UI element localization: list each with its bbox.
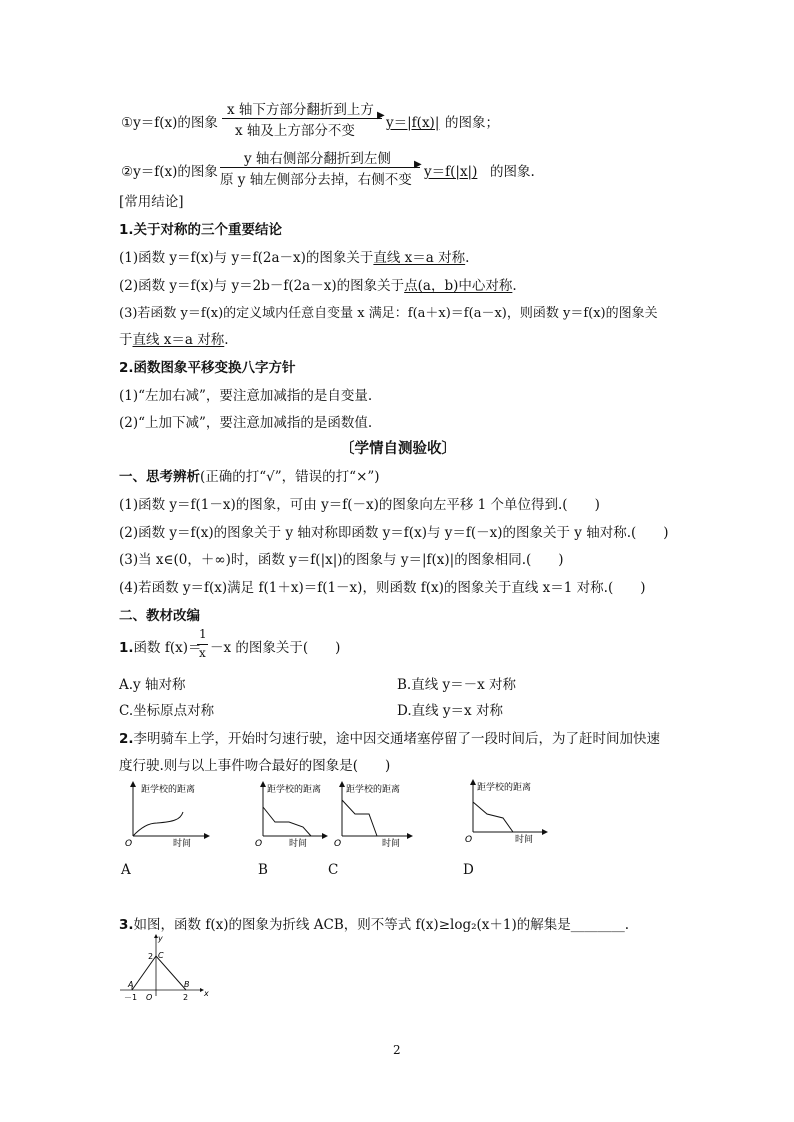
- graph-a-xlabel: 时间: [173, 839, 192, 849]
- exercise-1-number: 1.: [119, 640, 134, 656]
- graph-c-xlabel: 时间: [382, 839, 401, 849]
- conclusion-1: [119, 246, 469, 266]
- judge-question-3: (3)当 x∈(0，＋∞)时，函数 y＝f(|x|)的图象与 y＝|f(x)|的图象相同.( ): [119, 552, 564, 568]
- self-test-banner: [340, 437, 456, 458]
- graph-label-c: C: [328, 862, 339, 878]
- graph-d-line: [473, 802, 513, 832]
- conclusion-2-answer: 点(a，b)中心对称: [404, 278, 513, 294]
- conclusion-2-end: .: [512, 278, 517, 294]
- graph-b: [255, 783, 325, 849]
- exercise-3-number: 3.: [119, 917, 134, 933]
- option-c: C.坐标原点对称: [119, 703, 215, 719]
- graph-label-d: D: [463, 862, 474, 878]
- fraction-denominator: x: [199, 646, 206, 660]
- graph-d-ylabel: 距学校的距离: [477, 783, 532, 793]
- fig3-x-label: x: [204, 989, 209, 998]
- transform-2-suffix: 的图象.: [490, 164, 535, 180]
- transform-1-prefix: ①y＝f(x)的图象: [121, 115, 218, 131]
- graph-a: [125, 783, 207, 849]
- conclusion-2: [119, 274, 517, 294]
- graph-d-xlabel: 时间: [515, 835, 534, 845]
- fraction-bar: [197, 644, 208, 645]
- graph-label-b: B: [258, 862, 268, 878]
- graph-label-a: A: [121, 862, 131, 878]
- graph-b-xlabel: 时间: [289, 839, 308, 849]
- exercise-2-line-2: 度行驶.则与以上事件吻合最好的图象是( ): [119, 758, 391, 774]
- conclusion-3-end: .: [224, 332, 229, 348]
- graph-c-origin: O: [334, 839, 342, 849]
- conclusion-1-answer: 直线 x＝a 对称: [373, 250, 466, 266]
- graph-a-ylabel: 距学校的距离: [141, 785, 196, 795]
- transform-1-top: x 轴下方部分翻折到上方: [227, 102, 374, 118]
- part-1-heading: [119, 465, 380, 485]
- fraction-numerator: 1: [199, 627, 207, 641]
- fold-line-acb: [132, 956, 186, 990]
- graph-a-curve: [133, 812, 183, 836]
- principle-1: (1)“左加右减”，要注意加减指的是自变量.: [119, 388, 373, 404]
- graph-b-origin: O: [255, 839, 263, 849]
- exercise-2-line-1: [119, 727, 660, 747]
- transform-1-result: y＝|f(x)|: [386, 115, 440, 131]
- page-number: 2: [393, 1043, 401, 1057]
- fig3-origin: O: [146, 993, 153, 1002]
- option-d: D.直线 y＝x 对称: [397, 703, 503, 719]
- exercise-2-number: 2.: [119, 731, 134, 747]
- section-2-title: 2.函数图象平移变换八字方针: [119, 360, 296, 376]
- part-1-note: (正确的打“√”，错误的打“×”): [200, 469, 380, 485]
- fig3-point-c: C: [158, 951, 164, 960]
- exercise-1-text: 函数 f(x)＝: [133, 640, 202, 656]
- judge-question-1: (1)函数 y＝f(1－x)的图象，可由 y＝f(－x)的图象向左平移 1 个单位得到.( ): [119, 497, 600, 513]
- graph-c: [334, 783, 410, 849]
- fig3-y-label: y: [158, 934, 163, 943]
- graph-b-line: [263, 807, 311, 836]
- fig3-tick-neg1: －1: [124, 993, 138, 1002]
- part-1-title: 一、思考辨析: [119, 469, 200, 485]
- graph-b-ylabel: 距学校的距离: [267, 785, 322, 795]
- conclusion-2-text: (2)函数 y＝f(x)与 y＝2b－f(2a－x)的图象关于: [119, 278, 405, 294]
- transform-1-bottom: x 轴及上方部分不变: [235, 123, 355, 139]
- section-1-title: 1.关于对称的三个重要结论: [119, 222, 283, 238]
- conclusion-1-end: .: [465, 250, 470, 266]
- graph-c-ylabel: 距学校的距离: [346, 785, 401, 795]
- judge-question-4: (4)若函数 y＝f(x)满足 f(1＋x)＝f(1－x)，则函数 f(x)的图象关于直线 x＝1 对称.( ): [119, 580, 646, 596]
- conclusion-3-text: 于: [119, 332, 133, 348]
- judge-question-2: (2)函数 y＝f(x)的图象关于 y 轴对称即函数 y＝f(x)与 y＝f(－x)的图象关于 y 轴对称.( ): [119, 525, 669, 541]
- graph-d-origin: O: [465, 835, 473, 845]
- fig3-point-a: A: [128, 980, 134, 989]
- principle-2: (2)“上加下减”，要注意加减指的是函数值.: [119, 415, 373, 431]
- option-b: B.直线 y＝－x 对称: [397, 677, 517, 693]
- banner-left-bracket: 〔: [340, 441, 355, 457]
- fold-line-figure: [118, 932, 213, 1002]
- graphs-figure: [115, 778, 555, 850]
- fig3-x-tick-2: 2: [183, 993, 189, 1002]
- graph-d: [465, 781, 545, 845]
- exercise-1-tail: －x 的图象关于( ): [210, 640, 341, 656]
- transform-2-bottom: 原 y 轴左侧部分去掉，右侧不变: [220, 172, 412, 188]
- transform-2-prefix: ②y＝f(x)的图象: [121, 164, 218, 180]
- fig3-point-b: B: [184, 980, 190, 989]
- option-a: A.y 轴对称: [119, 677, 186, 693]
- conclusions-heading: [常用结论]: [119, 194, 184, 210]
- transform-2-arrowhead: ▶: [414, 159, 422, 170]
- banner-title: 学情自测验收: [354, 441, 442, 457]
- exercise-2-text: 李明骑车上学，开始时匀速行驶，途中因交通堵塞停留了一段时间后，为了赶时间加快速: [133, 731, 661, 747]
- transform-2-top: y 轴右侧部分翻折到左侧: [244, 151, 391, 167]
- transform-2-result: y＝f(|x|): [424, 164, 478, 180]
- part-2-title: 二、教材改编: [119, 608, 200, 624]
- banner-right-bracket: 〕: [441, 441, 456, 457]
- exercise-3-text: 如图，函数 f(x)的图象为折线 ACB，则不等式 f(x)≥log₂(x＋1)的解集是________.: [133, 917, 630, 933]
- conclusion-1-text: (1)函数 y＝f(x)与 y＝f(2a－x)的图象关于: [119, 250, 374, 266]
- graph-a-origin: O: [125, 839, 133, 849]
- transform-1-arrowhead: ▶: [377, 110, 385, 121]
- fig3-y-tick-2: 2: [148, 952, 154, 961]
- exercise-3: [119, 913, 629, 933]
- graph-c-line: [342, 800, 377, 836]
- transform-1-suffix: 的图象；: [445, 115, 499, 131]
- conclusion-3-line-2: [119, 328, 229, 348]
- exercise-1: [119, 636, 201, 656]
- conclusion-3-line-1: (3)若函数 y＝f(x)的定义域内任意自变量 x 满足：f(a＋x)＝f(a－x)，则函数 y＝f(x)的图象关: [119, 306, 658, 321]
- conclusion-3-answer: 直线 x＝a 对称: [132, 332, 225, 348]
